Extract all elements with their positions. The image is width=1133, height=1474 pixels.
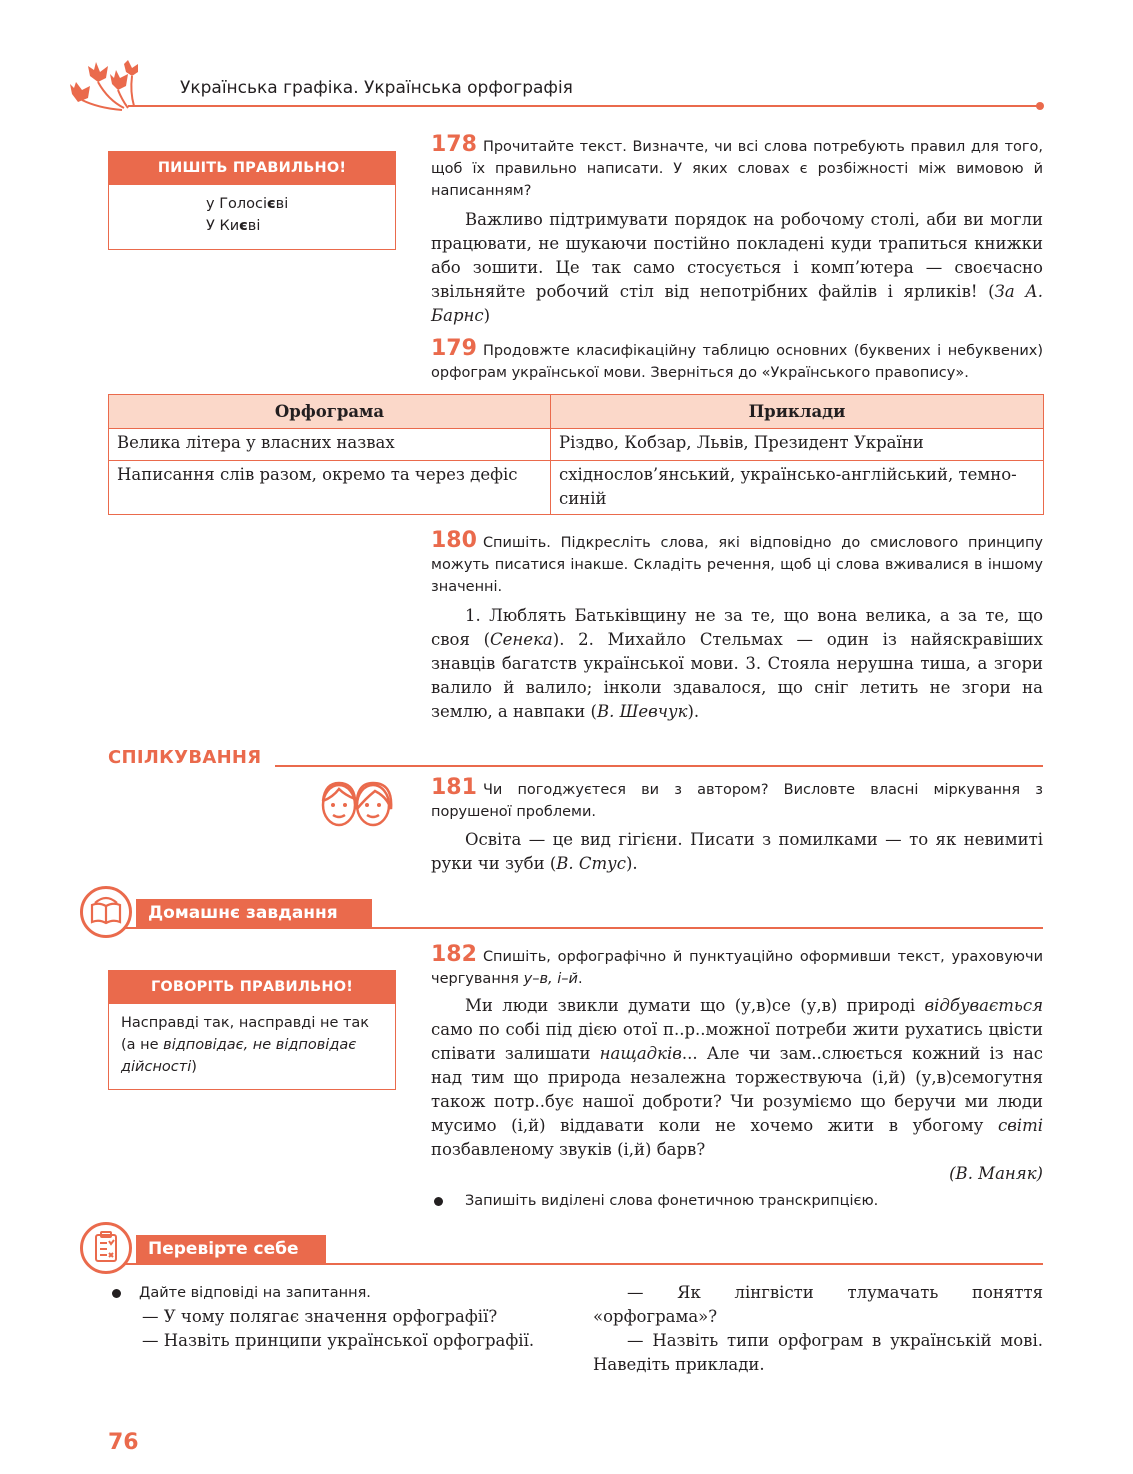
task-number: 182 [431, 942, 477, 967]
write-correctly-box [108, 151, 396, 250]
table-row [109, 461, 1044, 515]
write-correctly-line-1: у Голосієві [206, 196, 289, 212]
homework-line [108, 927, 1043, 929]
check-question: — Назвіть принципи української орфографії. [142, 1331, 535, 1350]
section-communication-title: СПІЛКУВАННЯ [108, 747, 262, 768]
page-number: 76 [108, 1430, 139, 1455]
orthogram-table [108, 394, 1044, 515]
task-number: 179 [431, 336, 477, 361]
table-cell: Написання слів разом, окремо та через дефіс [109, 461, 551, 515]
homework-badge [80, 886, 132, 938]
task-182-instruction: 182 Спишіть, орфографічно й пунктуаційно оформивши текст, ураховуючи чергування у–в, і–й. [431, 942, 1043, 987]
bullet-icon [112, 1289, 121, 1298]
table-header-cell: Приклади [551, 395, 1044, 429]
write-correctly-title: ПИШІТЬ ПРАВИЛЬНО! [109, 152, 395, 185]
bullet-icon [434, 1197, 443, 1206]
write-correctly-line-2: У Києві [206, 218, 261, 234]
header-divider [128, 105, 1040, 107]
check-badge [80, 1222, 132, 1274]
table-header-cell: Орфограма [109, 395, 551, 429]
table-row [109, 429, 1044, 461]
task-180-instruction: 180 Спишіть. Підкресліть слова, які відповідно до смислового принципу можуть писатися інакше. Складіть речення, щоб ці слова вживалися в іншому значенні. [431, 528, 1043, 595]
book-icon [83, 889, 129, 935]
homework-title: Домашнє завдання [136, 899, 372, 927]
table-cell: Велика літера у власних назвах [109, 429, 551, 461]
header-title: Українська графіка. Українська орфографія [180, 78, 573, 98]
task-182-bullet: Запишіть виділені слова фонетичною транскрипцією. [434, 1190, 878, 1212]
task-182-author: (В. Маняк) [949, 1164, 1043, 1183]
speak-correctly-box [108, 970, 396, 1090]
task-179-instruction: 179 Продовжте класифікаційну таблицю основних (буквених і небуквених) орфограм української мови. Зверніться до «Українського правопису». [431, 336, 1043, 381]
write-correctly-body [109, 185, 395, 237]
speak-correctly-body: Насправді так, насправді не так (а не відповідає, не відповідає дійсності) [121, 1015, 370, 1075]
section-communication-line [275, 765, 1043, 767]
task-178-text: Важливо підтримувати порядок на робочому столі, аби ви могли працювати, не шукаючи постійно покладені куди трапиться книжки або зошити. Це так само стосується і комп’ютера — своєчасно звільняйте робочий стіл від непотрібних файлів і ярликів! (За А. Барнс) [431, 210, 1043, 325]
header-divider-dot [1036, 102, 1044, 110]
check-title: Перевірте себе [136, 1235, 326, 1263]
check-column-left [108, 1281, 558, 1353]
speak-correctly-title: ГОВОРІТЬ ПРАВИЛЬНО! [109, 971, 395, 1004]
task-number: 178 [431, 132, 477, 157]
check-question: — Назвіть типи орфограм в українській мові. Наведіть приклади. [593, 1331, 1043, 1374]
checklist-icon [83, 1225, 129, 1271]
task-180-text: 1. Люблять Батьківщину не за те, що вона велика, а за те, що своя (Сенека). 2. Михайло Стельмах — один із найяскравіших знавців багатств української мови. 3. Стояла нерушна тиша, а згори валило й валило; інколи здавалося, що сніг летить не згори на землю, а навпаки (В. Шевчук). [431, 606, 1043, 721]
task-181-instruction: 181 Чи погоджуєтеся ви з автором? Висловте власні міркування з порушеної проблеми. [431, 775, 1043, 820]
task-178-instruction: 178 Прочитайте текст. Визначте, чи всі слова потребують правил для того, щоб їх правильно написати. У яких словах є розбіжності між вимовою й написанням? [431, 132, 1043, 199]
task-number: 181 [431, 775, 477, 800]
check-question: — У чому полягає значення орфографії? [142, 1307, 498, 1326]
check-column-right [593, 1281, 1043, 1377]
faces-icon [315, 775, 399, 831]
task-181-text: Освіта — це вид гігієни. Писати з помилками — то як невимиті руки чи зуби (В. Стус). [431, 830, 1043, 873]
check-line [108, 1263, 1043, 1265]
table-header-row [109, 395, 1044, 429]
task-182-text: Ми люди звикли думати що (у,в)се (у,в) природі відбувається само по собі під дією отої п..р..можної потреби жити рухатись цвісти співати залишати нащадків... Але чи зам..слюється кожний із нас над тим що природа незалежна торжествуюча (і,й) (у,в)семогутня також потр..бує нашої доброти? Чи розуміємо що беручи ми люди мусимо (і,й) віддавати коли не хочемо жити в убогому світі позбавленому звуків (і,й) барв? [431, 996, 1044, 1159]
table-cell: Різдво, Кобзар, Львів, Президент України [551, 429, 1044, 461]
check-bullet: Дайте відповіді на запитання. [108, 1281, 558, 1305]
task-number: 180 [431, 528, 477, 553]
table-cell: східнослов’янський, українсько-англійський, темно-синій [551, 461, 1044, 515]
check-question: — Як лінгвісти тлумачать поняття «орфограма»? [593, 1283, 1043, 1326]
